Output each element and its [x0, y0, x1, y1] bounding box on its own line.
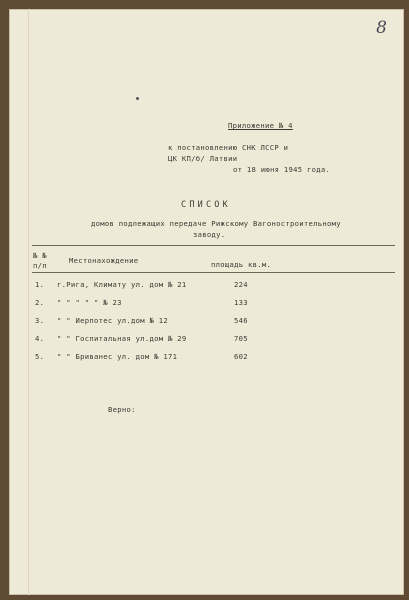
page-fold: [28, 9, 30, 595]
document-subtitle-1: домов подлежащих передаче Рижскому Вагоностроительному: [91, 219, 341, 228]
ink-dot: [136, 97, 139, 100]
table-header-rule: [32, 272, 395, 273]
decree-date: от 18 июня 1945 года.: [233, 165, 331, 174]
row-number: 2.: [35, 298, 45, 307]
document-title: СПИСОК: [181, 200, 231, 210]
column-header-number-2: п/п: [33, 261, 47, 270]
document-page: [9, 9, 404, 595]
row-number: 3.: [35, 316, 45, 325]
page-number: 8: [376, 18, 387, 38]
row-location: " " Госпитальная ул.дом № 29: [57, 334, 187, 343]
table-row: [35, 334, 335, 345]
table-top-rule: [32, 245, 395, 246]
verification-label: Верно:: [108, 405, 136, 414]
row-area: 546: [234, 316, 248, 325]
row-location: г.Рига, Климату ул. дом № 21: [57, 280, 187, 289]
row-number: 5.: [35, 352, 45, 361]
row-number: 1.: [35, 280, 45, 289]
table-row: [35, 352, 335, 363]
document-subtitle-2: заводу.: [193, 230, 226, 239]
decree-line-1: к постановлению СНК ЛССР и: [168, 143, 289, 152]
table-row: [35, 298, 335, 309]
column-header-location: Местонахождение: [69, 256, 139, 265]
column-header-number-1: № №: [33, 251, 47, 260]
row-location: " " Иерпотес ул.дом № 12: [57, 316, 169, 325]
row-location: " " " " " № 23: [57, 298, 122, 307]
appendix-label: Приложение № 4: [228, 121, 293, 130]
table-row: [35, 316, 335, 327]
row-area: 133: [234, 298, 248, 307]
decree-line-2: ЦК КП/б/ Латвии: [168, 154, 238, 163]
row-number: 4.: [35, 334, 45, 343]
row-area: 224: [234, 280, 248, 289]
row-area: 602: [234, 352, 248, 361]
row-location: " " Бриванес ул. дом № 171: [57, 352, 178, 361]
column-header-area: площадь кв.м.: [211, 260, 272, 269]
row-area: 705: [234, 334, 248, 343]
table-row: [35, 280, 335, 291]
